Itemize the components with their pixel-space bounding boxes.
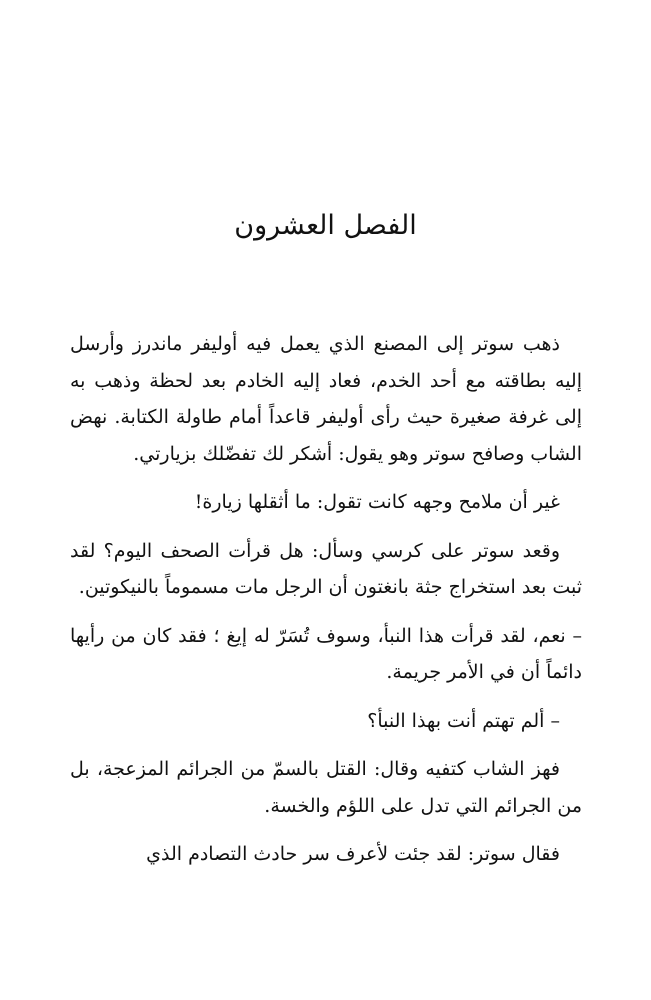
paragraph: فقال سوتر: لقد جئت لأعرف سر حادث التصادم الذي bbox=[146, 843, 560, 865]
dialogue-paragraph: – نعم، لقد قرأت هذا النبأ، وسوف تُسَرّ له إيغ ؛ فقد كان من رأيها دائماً أن في الأمر جريمة. bbox=[70, 624, 582, 683]
paragraph: وقعد سوتر على كرسي وسأل: هل قرأت الصحف اليوم؟ لقد ثبت بعد استخراج جثة بانغتون أن الرجل مات مسموماً بالنيكوتين. bbox=[70, 539, 582, 598]
paragraph: ذهب سوتر إلى المصنع الذي يعمل فيه أوليفر ماندرز وأرسل إليه بطاقته مع أحد الخدم، فعاد إليه الخادم بعد لحظة وذهب به إلى غرفة صغيرة حيث رأى أوليفر قاعداً أمام طاولة الكتابة. نهض الشاب وصافح سوتر وهو يقول: أشكر لك تفضّلك بزيارتي. bbox=[70, 333, 582, 465]
dialogue-paragraph: – ألم تهتم أنت بهذا النبأ؟ bbox=[367, 709, 560, 732]
paragraph: غير أن ملامح وجهه كانت تقول: ما أثقلها زيارة! bbox=[194, 491, 560, 513]
chapter-title: الفصل العشرون bbox=[234, 210, 417, 241]
paragraph: فهز الشاب كتفيه وقال: القتل بالسمّ من الجرائم المزعجة، بل من الجرائم التي تدل على اللؤم والخسة. bbox=[70, 758, 582, 817]
chapter-body bbox=[70, 326, 582, 873]
